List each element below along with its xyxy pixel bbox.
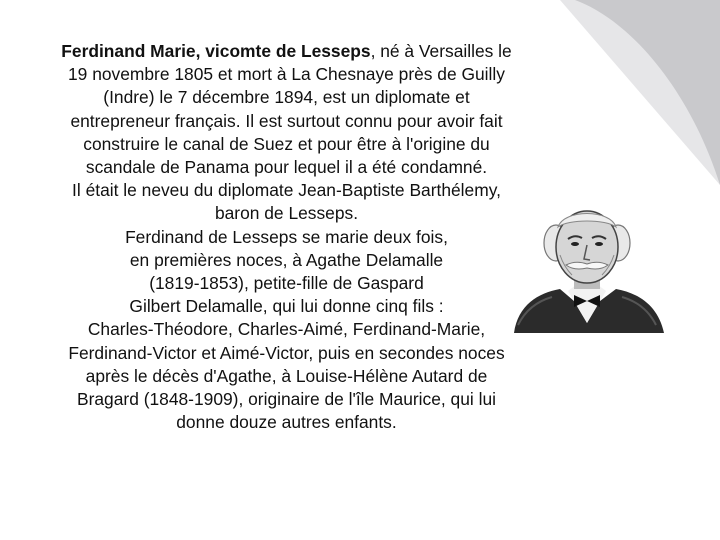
line1-rest: , né à Versailles le	[370, 41, 512, 61]
text-line-5: construire le canal de Suez et pour être à l'origine du	[83, 133, 490, 154]
text-line-2: 19 novembre 1805 et mort à La Chesnaye près de Guilly	[68, 64, 505, 85]
text-line-11: (1819-1853), petite-fille de Gaspard	[149, 273, 424, 294]
text-line-8: baron de Lesseps.	[214, 203, 359, 224]
text-line-7: Il était le neveu du diplomate Jean-Baptiste Barthélemy,	[72, 180, 501, 201]
text-line-9: Ferdinand de Lesseps se marie deux fois,	[125, 226, 448, 247]
text-line-15: après le décès d'Agathe, à Louise-Hélène Autard de	[85, 365, 488, 386]
text-line-10: en premières noces, à Agathe Delamalle	[129, 249, 444, 270]
text-line-12: Gilbert Delamalle, qui lui donne cinq fils :	[129, 296, 444, 317]
text-line-4: entrepreneur français. Il est surtout connu pour avoir fait	[70, 110, 503, 131]
text-line-16: Bragard (1848-1909), originaire de l'île Maurice, qui lui	[77, 389, 496, 410]
text-line-13: Charles-Théodore, Charles-Aimé, Ferdinand-Marie,	[87, 319, 486, 340]
text-line-3: (Indre) le 7 décembre 1894, est un diplomate et	[103, 87, 470, 108]
biography-paragraph	[14, 40, 559, 434]
text-line-17: donne douze autres enfants.	[176, 412, 397, 433]
text-line-6: scandale de Panama pour lequel il a été condamné.	[85, 157, 488, 178]
text-line-14: Ferdinand-Victor et Aimé-Victor, puis en secondes noces	[68, 342, 505, 363]
name-bold: Ferdinand Marie, vicomte de Lesseps	[61, 41, 371, 61]
text-line-1	[14, 40, 559, 63]
biography-text	[14, 40, 559, 434]
